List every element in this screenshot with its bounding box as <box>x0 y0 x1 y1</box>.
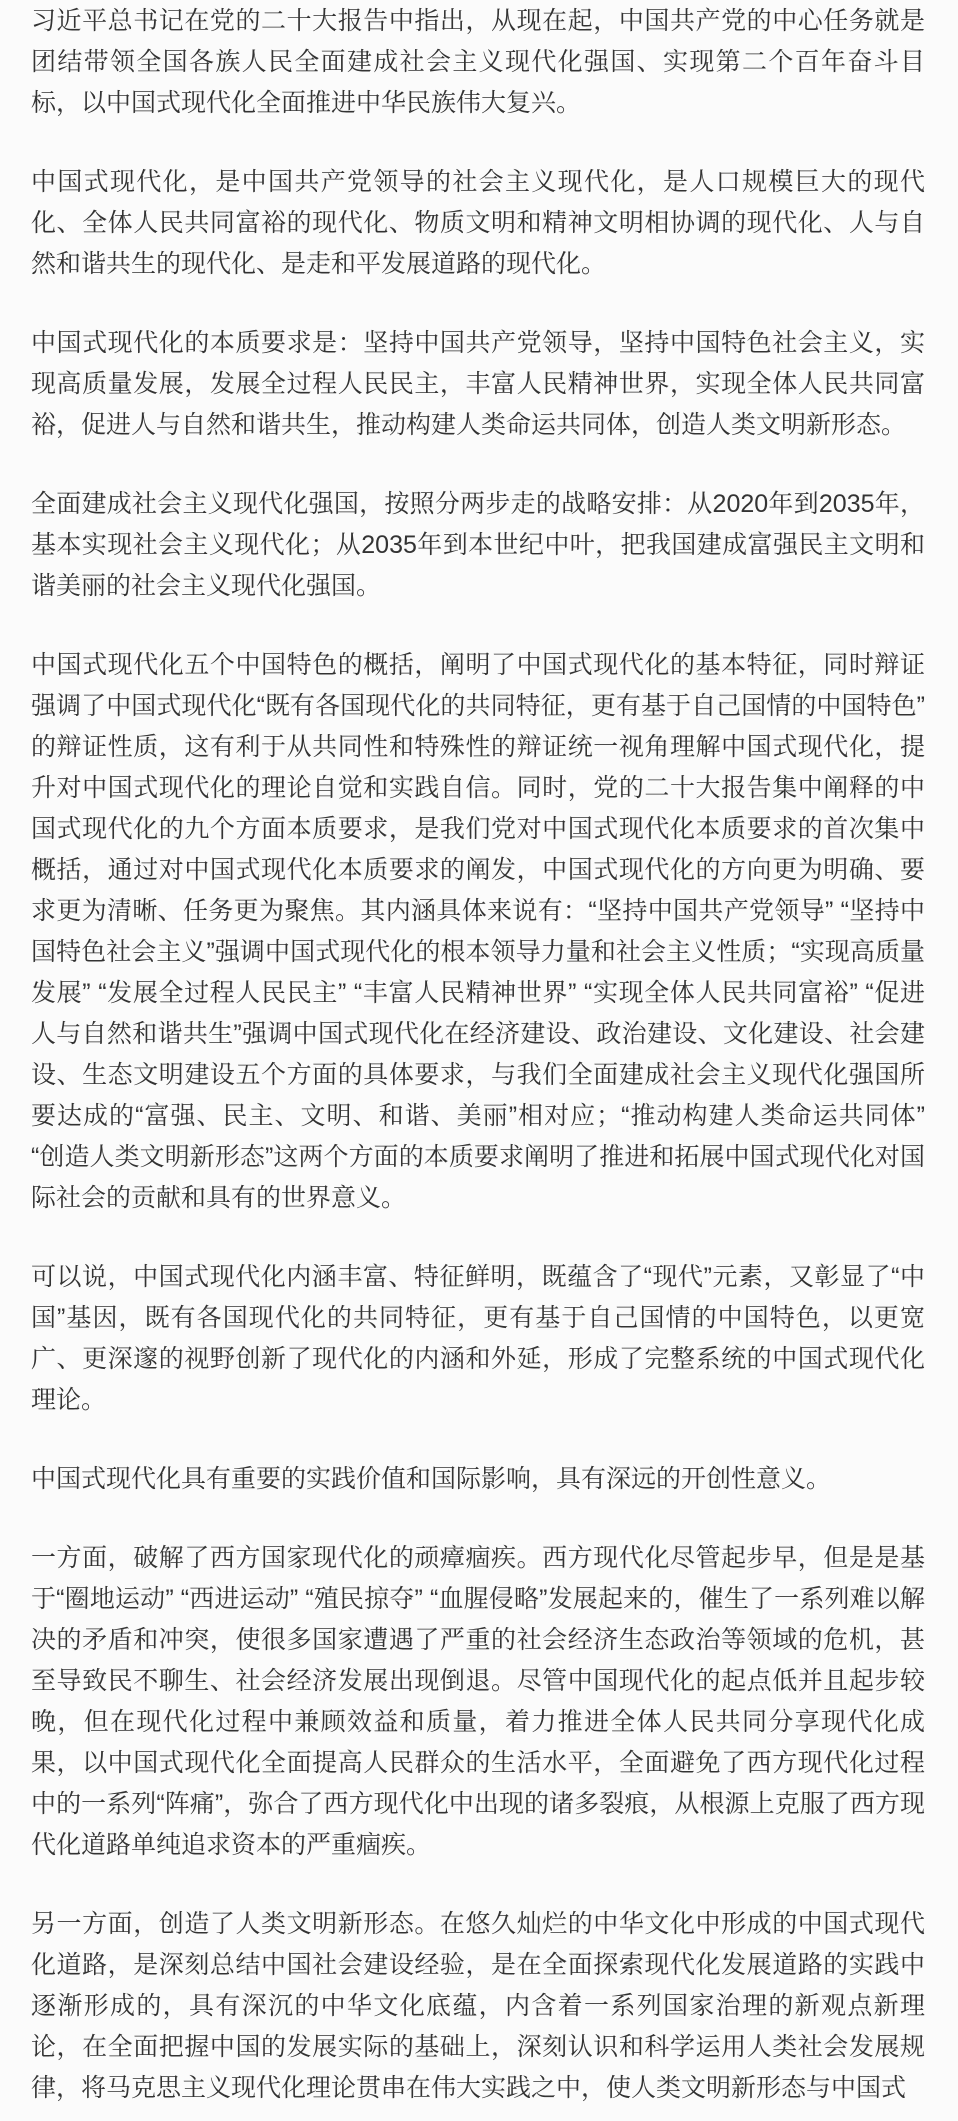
paragraph-nine-aspects: 中国式现代化五个中国特色的概括，阐明了中国式现代化的基本特征，同时辩证强调了中国式现代化“既有各国现代化的共同特征，更有基于自己国情的中国特色”的辩证性质，这有利于从共同性和特殊性的辩证统一视角理解中国式现代化，提升对中国式现代化的理论自觉和实践自信。同时，党的二十大报告集中阐释的中国式现代化的九个方面本质要求，是我们党对中国式现代化本质要求的首次集中概括，通过对中国式现代化本质要求的阐发，中国式现代化的方向更为明确、要求更为清晰、任务更为聚焦。其内涵具体来说有：“坚持中国共产党领导” “坚持中国特色社会主义”强调中国式现代化的根本领导力量和社会主义性质；“实现高质量发展” “发展全过程人民民主” “丰富人民精神世界” “实现全体人民共同富裕” “促进人与自然和谐共生”强调中国式现代化在经济建设、政治建设、文化建设、社会建设、生态文明建设五个方面的具体要求，与我们全面建成社会主义现代化强国所要达成的“富强、民主、文明、和谐、美丽”相对应；“推动构建人类命运共同体” “创造人类文明新形态”这两个方面的本质要求阐明了推进和拓展中国式现代化对国际社会的贡献和具有的世界意义。 <box>31 651 925 1212</box>
paragraph-practical-value: 中国式现代化具有重要的实践价值和国际影响，具有深远的开创性意义。 <box>31 1465 832 1493</box>
paragraph-essential-requirements: 中国式现代化的本质要求是：坚持中国共产党领导，坚持中国特色社会主义，实现高质量发展，发展全过程人民民主，丰富人民精神世界，实现全体人民共同富裕，促进人与自然和谐共生，推动构建人类命运共同体，创造人类文明新形态。 <box>31 329 925 439</box>
paragraph-two-step-strategy: 全面建成社会主义现代化强国，按照分两步走的战略安排：从2020年到2035年，基本实现社会主义现代化；从2035年到本世纪中叶，把我国建成富强民主文明和谐美丽的社会主义现代化强国。 <box>31 490 925 600</box>
paragraph-new-civilization-form: 另一方面，创造了人类文明新形态。在悠久灿烂的中华文化中形成的中国式现代化道路，是深刻总结中国社会建设经验，是在全面探索现代化发展道路的实践中逐渐形成的，具有深沉的中华文化底蕴，内含着一系列国家治理的新观点新理论，在全面把握中国的发展实际的基础上，深刻认识和科学运用人类社会发展规律，将马克思主义现代化理论贯串在伟大实践之中，使人类文明新形态与中国式 <box>31 1910 925 2102</box>
paragraph-five-features: 中国式现代化，是中国共产党领导的社会主义现代化，是人口规模巨大的现代化、全体人民共同富裕的现代化、物质文明和精神文明相协调的现代化、人与自然和谐共生的现代化、是走和平发展道路的现代化。 <box>31 168 925 278</box>
paragraph-western-modernization: 一方面，破解了西方国家现代化的顽瘴痼疾。西方现代化尽管起步早，但是是基于“圈地运动” “西进运动” “殖民掠夺” “血腥侵略”发展起来的，催生了一系列难以解决的矛盾和冲突，使很多国家遭遇了严重的社会经济生态政治等领域的危机，甚至导致民不聊生、社会经济发展出现倒退。尽管中国现代化的起点低并且起步较晚，但在现代化过程中兼顾效益和质量，着力推进全体人民共同分享现代化成果，以中国式现代化全面提高人民群众的生活水平，全面避免了西方现代化过程中的一系列“阵痛”，弥合了西方现代化中出现的诸多裂痕，从根源上克服了西方现代化道路单纯追求资本的严重痼疾。 <box>31 1544 925 1859</box>
paragraph-rich-connotation: 可以说，中国式现代化内涵丰富、特征鲜明，既蕴含了“现代”元素，又彰显了“中国”基因，既有各国现代化的共同特征，更有基于自己国情的中国特色，以更宽广、更深邃的视野创新了现代化的内涵和外延，形成了完整系统的中国式现代化理论。 <box>31 1263 925 1414</box>
paragraph-central-task: 习近平总书记在党的二十大报告中指出，从现在起，中国共产党的中心任务就是团结带领全国各族人民全面建成社会主义现代化强国、实现第二个百年奋斗目标，以中国式现代化全面推进中华民族伟大复兴。 <box>31 7 925 117</box>
